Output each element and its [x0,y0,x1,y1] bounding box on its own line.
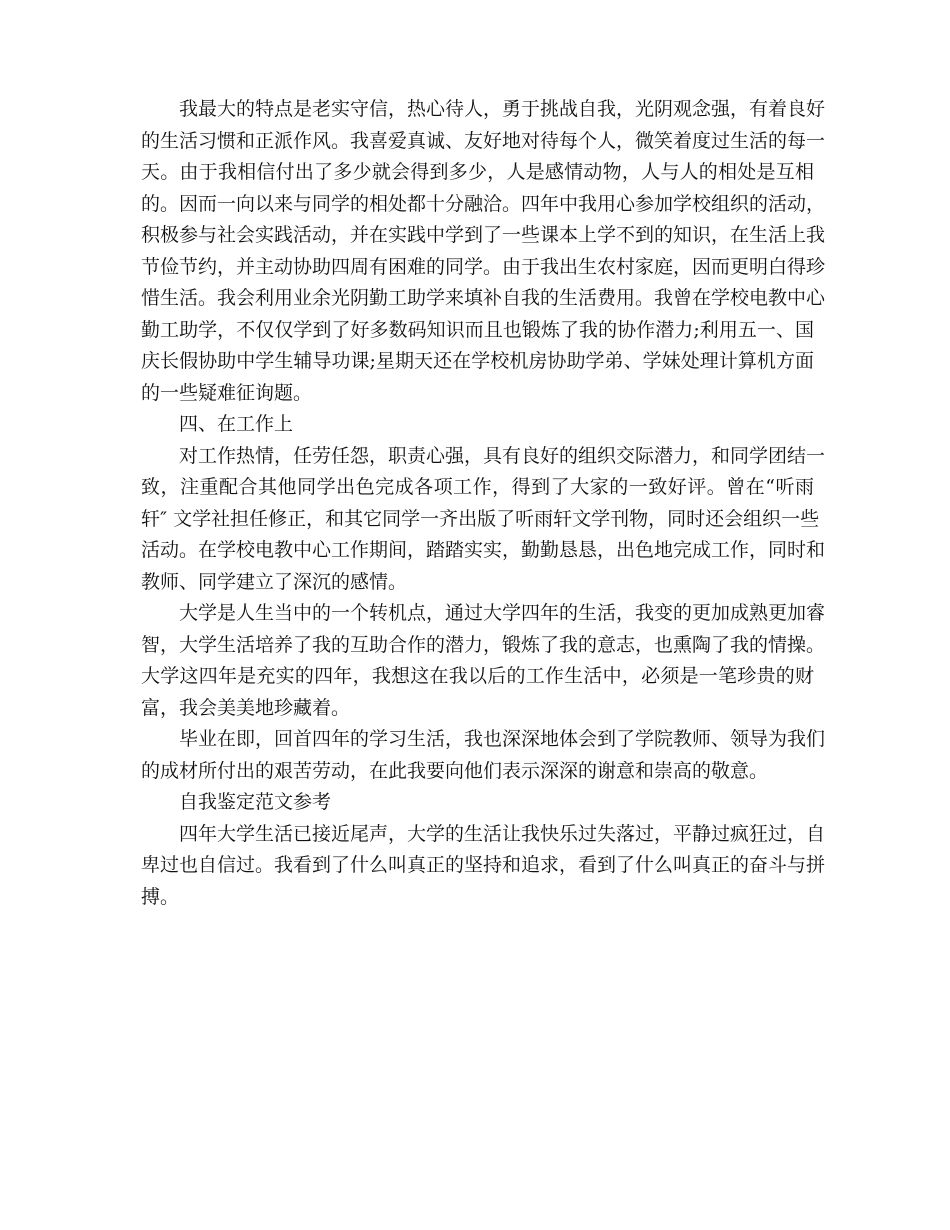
paragraph-work [141,441,826,599]
document-body [141,94,826,913]
paragraph-line: 轩″ 文学社担任修正，和其它同学一齐出版了听雨轩文学刊物，同时还会组织一些 [141,507,820,530]
paragraph-line: 节俭节约，并主动协助四周有困难的同学。由于我出生农村家庭，因而更明白得珍 [141,255,826,278]
paragraph-line: 天。由于我相信付出了多少就会得到多少，人是感情动物，人与人的相处是互相 [141,161,814,183]
paragraph-line: 惜生活。我会利用业余光阴勤工助学来填补自我的生活费用。我曾在学校电教中心 [141,287,826,309]
paragraph-line: 大学这四年是充实的四年，我想这在我以后的工作生活中，必须是一笔珍贵的财 [141,665,814,687]
paragraph-line: 致，注重配合其他同学出色完成各项工作，得到了大家的一致好评。曾在“听雨 [141,476,814,498]
paragraph-line: 的生活习惯和正派作风。我喜爱真诚、友好地对待每个人，微笑着度过生活的每一 [141,129,826,152]
paragraph-line: 搏。 [141,885,180,908]
paragraph-sample [141,819,826,914]
paragraph-line: 勤工助学，不仅仅学到了好多数码知识而且也锻炼了我的协作潜力;利用五一、国 [141,318,814,341]
paragraph-line: 活动。在学校电教中心工作期间，踏踏实实，勤勤恳恳，出色地完成工作，同时和 [141,539,826,561]
paragraph-line: 的。因而一向以来与同学的相处都十分融洽。四年中我用心参加学校组织的活动， [141,192,826,215]
paragraph-line: 的成材所付出的艰苦劳动，在此我要向他们表示深深的谢意和崇高的敬意。 [141,759,769,782]
paragraph-gratitude [141,724,826,787]
paragraph-line: 庆长假协助中学生辅导功课;星期天还在学校机房协助学弟、学妹处理计算机方面 [141,350,814,372]
paragraph-line: 我最大的特点是老实守信，热心待人，勇于挑战自我，光阴观念强，有着良好 [179,98,826,120]
paragraph-line: 卑过也自信过。我看到了什么叫真正的坚持和追求，看到了什么叫真正的奋斗与拼 [141,854,826,876]
paragraph-personal-traits [141,94,826,409]
paragraph-line: 四年大学生活已接近尾声，大学的生活让我快乐过失落过，平静过疯狂过，自 [179,822,826,845]
section-heading-sample: 自我鉴定范文参考 [179,791,332,813]
section-heading-work: 四、在工作上 [179,413,294,435]
paragraph-line: 富，我会美美地珍藏着。 [141,696,351,719]
paragraph-line: 积极参与社会实践活动，并在实践中学到了一些课本上学不到的知识，在生活上我 [141,224,826,246]
paragraph-line: 大学是人生当中的一个转机点，通过大学四年的生活，我变的更加成熟更加睿 [179,602,826,624]
paragraph-line: 对工作热情，任劳任怨，职责心强，具有良好的组织交际潜力，和同学团结一 [179,444,826,467]
paragraph-line: 的一些疑难征询题。 [141,381,313,404]
paragraph-line: 毕业在即，回首四年的学习生活，我也深深地体会到了学院教师、领导为我们 [179,728,826,750]
paragraph-line: 智，大学生活培养了我的互助合作的潜力，锻炼了我的意志，也熏陶了我的情操。 [141,633,826,656]
paragraph-university-life [141,598,826,724]
paragraph-line: 教师、同学建立了深沉的感情。 [141,570,408,593]
